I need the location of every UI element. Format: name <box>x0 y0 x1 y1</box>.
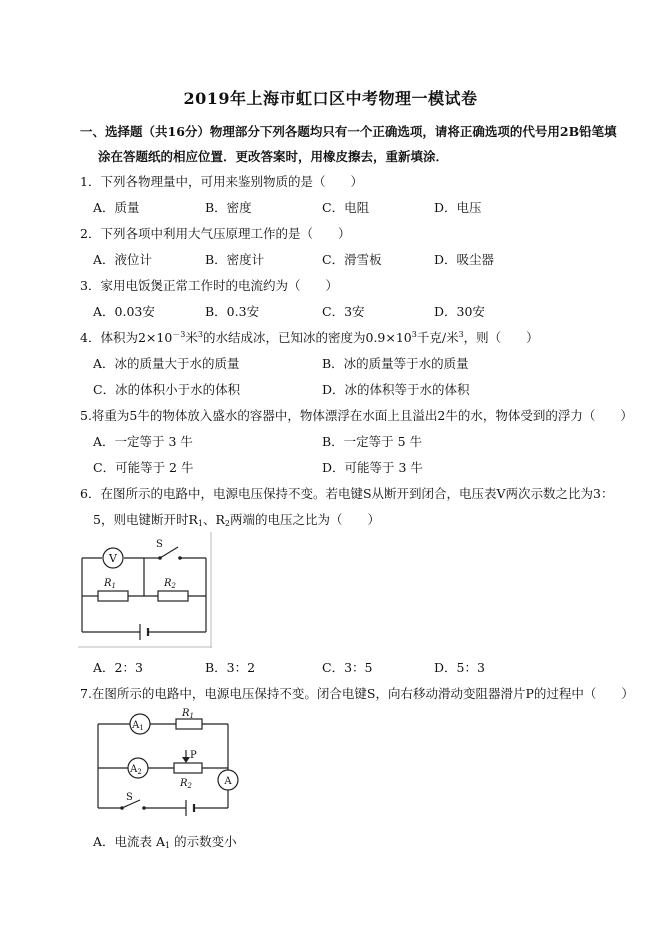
q4-option-b: B．冰的质量等于水的质量 <box>322 356 469 371</box>
q2-option-d: D．吸尘器 <box>434 252 495 267</box>
section-header-line2: 涂在答题纸的相应位置．更改答案时，用橡皮擦去，重新填涂． <box>98 149 449 164</box>
q4-option-a: A．冰的质量大于水的质量 <box>93 356 240 371</box>
r1-label: $R_1$ <box>182 708 194 720</box>
switch-s-label: S <box>156 539 163 550</box>
r2-label: $R_2$ <box>164 578 176 590</box>
question-6-circuit-figure <box>78 532 212 648</box>
question-6-stem-line1: 6．在图所示的电路中，电源电压保持不变。若电键S从断开到闭合，电压表V两次示数之比为3： <box>80 486 614 501</box>
question-1-stem: 1．下列各物理量中，可用来鉴别物质的是（ ） <box>80 174 363 189</box>
slider-p-label: P <box>190 750 197 761</box>
ammeter-a2-label: $A_2$ <box>130 764 142 776</box>
q1-option-a: A．质量 <box>93 200 140 215</box>
switch-s-label: S <box>126 792 133 803</box>
resistor-r1 <box>98 591 128 601</box>
question-3-stem: 3．家用电饭煲正常工作时的电流约为（ ） <box>80 278 338 293</box>
question-7-circuit-figure <box>92 704 242 824</box>
q3-option-d: D．30安 <box>434 304 485 319</box>
r2-label: $R_2$ <box>180 778 192 790</box>
q5-option-b: B．一定等于 5 牛 <box>322 434 423 449</box>
q2-option-b: B．密度计 <box>205 252 265 267</box>
switch-contact <box>120 806 124 810</box>
switch-contact <box>158 556 162 560</box>
q3-option-c: C．3安 <box>322 304 365 319</box>
r1-label: $R_1$ <box>104 578 116 590</box>
switch-contact <box>178 556 182 560</box>
q4-option-d: D．冰的体积等于水的体积 <box>322 382 470 397</box>
q7-option-a: A．电流表 $A_1$ 的示数变小 <box>93 834 237 850</box>
page-title: 2019年上海市虹口区中考物理一模试卷 <box>183 89 478 108</box>
question-6-stem-line2: 5，则电键断开时$R_1$、$R_2$两端的电压之比为（ ） <box>93 512 380 528</box>
q6-option-d: D．5：3 <box>434 660 485 675</box>
q4-option-c: C．冰的体积小于水的体积 <box>93 382 241 397</box>
q5-option-a: A．一定等于 3 牛 <box>93 434 193 449</box>
q5-option-d: D．可能等于 3 牛 <box>322 460 423 475</box>
question-4-stem: 4．体积为$2\times 10^{-3}$米$^3$的水结成冰，已知冰的密度为$0.9\times 10^3$千克/米$^3$，则（ ） <box>80 330 539 345</box>
question-7-stem: 7.在图所示的电路中，电源电压保持不变。闭合电键S，向右移动滑动变阻器滑片P的过程中（ ） <box>80 686 634 701</box>
q2-option-c: C．滑雪板 <box>322 252 382 267</box>
q5-option-c: C．可能等于 2 牛 <box>93 460 194 475</box>
slider-arrow <box>182 757 190 763</box>
q1-option-c: C．电阻 <box>322 200 370 215</box>
switch-contact <box>142 806 146 810</box>
q1-option-b: B．密度 <box>205 200 252 215</box>
q3-option-b: B．0.3安 <box>205 304 260 319</box>
resistor-r1 <box>176 719 202 729</box>
q3-option-a: A．0.03安 <box>93 304 155 319</box>
section-header-line1: 一、选择题（共16分）物理部分下列各题均只有一个正确选项，请将正确选项的代号用2B铅笔填 <box>80 124 617 139</box>
q6-option-b: B．3：2 <box>205 660 256 675</box>
voltmeter-label: V <box>109 552 117 565</box>
q1-option-d: D．电压 <box>434 200 482 215</box>
q2-option-a: A．液位计 <box>93 252 153 267</box>
ammeter-a-label: A <box>224 776 232 787</box>
question-2-stem: 2．下列各项中利用大气压原理工作的是（ ） <box>80 226 351 241</box>
rheostat-r2 <box>174 763 202 773</box>
q6-option-a: A．2：3 <box>93 660 143 675</box>
ammeter-a1-label: $A_1$ <box>132 720 144 732</box>
q6-option-c: C．3：5 <box>322 660 373 675</box>
resistor-r2 <box>158 591 188 601</box>
question-5-stem: 5.将重为5牛的物体放入盛水的容器中，物体漂浮在水面上且溢出2牛的水，物体受到的浮力（ ） <box>80 408 633 423</box>
